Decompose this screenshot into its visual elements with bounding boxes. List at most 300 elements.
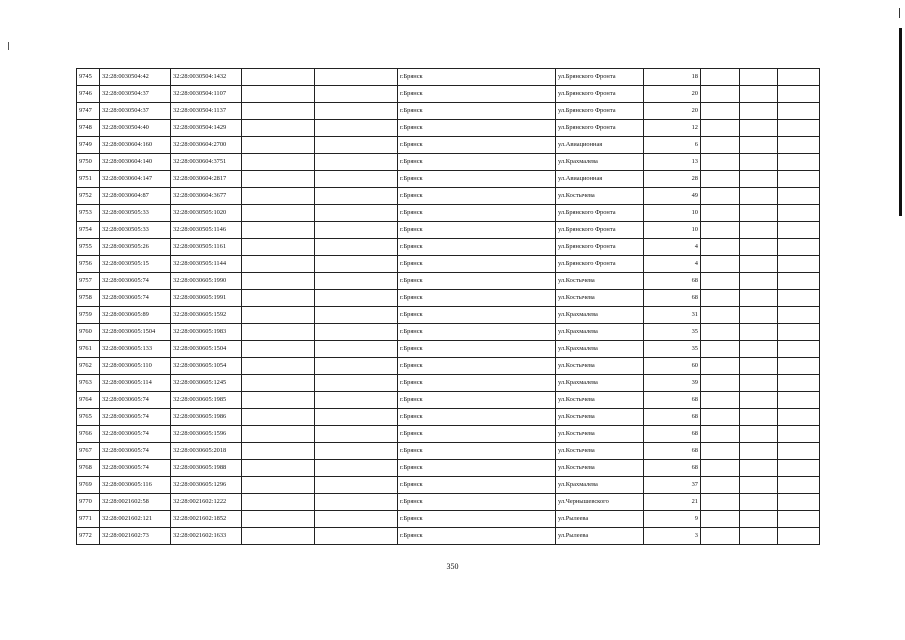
cell-street: ул.Брянского Фронта: [556, 86, 644, 103]
cell-street: ул.Брянского Фронта: [556, 222, 644, 239]
table-row: [77, 256, 820, 273]
cell-number: 9760: [77, 324, 100, 341]
cell-cadastral-parcel: 32:28:0030505:15: [100, 256, 171, 273]
cell-house: 35: [644, 324, 701, 341]
cell-empty: [778, 171, 820, 188]
cell-empty: [701, 358, 740, 375]
cell-cadastral-parcel: 32:28:0030604:147: [100, 171, 171, 188]
cell-empty: [242, 511, 315, 528]
cell-cadastral-parcel: 32:28:0030605:74: [100, 409, 171, 426]
table-row: [77, 375, 820, 392]
cell-house: 68: [644, 426, 701, 443]
cell-city: г.Брянск: [398, 239, 556, 256]
cell-number: 9763: [77, 375, 100, 392]
cell-number: 9757: [77, 273, 100, 290]
table-row: [77, 511, 820, 528]
cell-empty: [701, 528, 740, 545]
cell-empty: [242, 324, 315, 341]
cell-number: 9762: [77, 358, 100, 375]
cell-cadastral-object: 32:28:0030605:1985: [171, 392, 242, 409]
cell-cadastral-parcel: 32:28:0021602:121: [100, 511, 171, 528]
cell-empty: [701, 222, 740, 239]
cell-cadastral-parcel: 32:28:0030604:87: [100, 188, 171, 205]
cell-empty: [315, 426, 398, 443]
cell-empty: [740, 443, 778, 460]
cell-empty: [740, 239, 778, 256]
cell-empty: [740, 426, 778, 443]
cell-cadastral-parcel: 32:28:0030605:1504: [100, 324, 171, 341]
cell-house: 20: [644, 103, 701, 120]
cell-empty: [701, 239, 740, 256]
cell-empty: [701, 494, 740, 511]
cell-house: 18: [644, 69, 701, 86]
cell-house: 20: [644, 86, 701, 103]
cell-cadastral-parcel: 32:28:0030605:89: [100, 307, 171, 324]
cell-city: г.Брянск: [398, 409, 556, 426]
cell-cadastral-object: 32:28:0030505:1146: [171, 222, 242, 239]
cell-empty: [740, 511, 778, 528]
cell-city: г.Брянск: [398, 137, 556, 154]
cell-empty: [315, 324, 398, 341]
cell-house: 39: [644, 375, 701, 392]
cell-empty: [778, 307, 820, 324]
cell-street: ул.Костычева: [556, 426, 644, 443]
cell-cadastral-object: 32:28:0030605:1596: [171, 426, 242, 443]
cell-empty: [242, 86, 315, 103]
cell-empty: [242, 273, 315, 290]
table-row: [77, 477, 820, 494]
cell-empty: [701, 120, 740, 137]
cell-empty: [242, 290, 315, 307]
cell-number: 9761: [77, 341, 100, 358]
cell-empty: [778, 324, 820, 341]
cell-empty: [740, 256, 778, 273]
cell-empty: [778, 154, 820, 171]
cell-empty: [778, 528, 820, 545]
table-row: [77, 154, 820, 171]
cell-cadastral-object: 32:28:0030605:1592: [171, 307, 242, 324]
cell-number: 9749: [77, 137, 100, 154]
scan-mark-right-top: [899, 8, 900, 18]
cell-empty: [315, 494, 398, 511]
cell-house: 68: [644, 273, 701, 290]
cell-empty: [778, 273, 820, 290]
cell-street: ул.Брянского Фронта: [556, 239, 644, 256]
table-row: [77, 103, 820, 120]
cell-house: 10: [644, 205, 701, 222]
cell-empty: [778, 477, 820, 494]
cell-cadastral-parcel: 32:28:0030605:74: [100, 290, 171, 307]
cell-empty: [315, 409, 398, 426]
cell-empty: [315, 358, 398, 375]
cell-empty: [242, 137, 315, 154]
cell-number: 9766: [77, 426, 100, 443]
cell-house: 37: [644, 477, 701, 494]
cell-street: ул.Крахмалева: [556, 307, 644, 324]
cell-cadastral-object: 32:28:0030605:1245: [171, 375, 242, 392]
cell-empty: [701, 256, 740, 273]
cell-empty: [740, 273, 778, 290]
cell-street: ул.Крахмалева: [556, 477, 644, 494]
cell-empty: [701, 171, 740, 188]
cell-empty: [778, 511, 820, 528]
cell-street: ул.Крахмалева: [556, 341, 644, 358]
cell-city: г.Брянск: [398, 188, 556, 205]
cell-empty: [315, 375, 398, 392]
cell-house: 21: [644, 494, 701, 511]
cell-empty: [778, 205, 820, 222]
cell-cadastral-object: 32:28:0030605:1504: [171, 341, 242, 358]
cell-empty: [701, 443, 740, 460]
cell-empty: [315, 239, 398, 256]
cell-house: 35: [644, 341, 701, 358]
cell-empty: [315, 256, 398, 273]
cell-number: 9772: [77, 528, 100, 545]
cell-number: 9771: [77, 511, 100, 528]
cell-empty: [701, 103, 740, 120]
cell-empty: [701, 188, 740, 205]
cell-empty: [315, 341, 398, 358]
cell-empty: [315, 528, 398, 545]
cell-empty: [778, 494, 820, 511]
cell-empty: [315, 86, 398, 103]
table-row: [77, 188, 820, 205]
cell-empty: [701, 477, 740, 494]
cell-empty: [740, 341, 778, 358]
cell-cadastral-object: 32:28:0030604:3751: [171, 154, 242, 171]
cell-empty: [242, 341, 315, 358]
cell-house: 28: [644, 171, 701, 188]
cell-empty: [701, 154, 740, 171]
table-row: [77, 137, 820, 154]
cell-empty: [701, 307, 740, 324]
cell-city: г.Брянск: [398, 120, 556, 137]
cell-empty: [242, 375, 315, 392]
cell-city: г.Брянск: [398, 86, 556, 103]
cell-empty: [740, 86, 778, 103]
cell-city: г.Брянск: [398, 290, 556, 307]
cell-empty: [242, 307, 315, 324]
cell-cadastral-parcel: 32:28:0030605:110: [100, 358, 171, 375]
cell-empty: [315, 273, 398, 290]
table-row: [77, 120, 820, 137]
cell-empty: [315, 477, 398, 494]
cell-cadastral-object: 32:28:0030504:1429: [171, 120, 242, 137]
cell-empty: [740, 324, 778, 341]
cell-cadastral-object: 32:28:0021602:1852: [171, 511, 242, 528]
cell-empty: [740, 222, 778, 239]
cell-house: 12: [644, 120, 701, 137]
cell-empty: [740, 494, 778, 511]
cell-empty: [740, 392, 778, 409]
cell-house: 68: [644, 460, 701, 477]
cell-city: г.Брянск: [398, 307, 556, 324]
cell-empty: [315, 188, 398, 205]
cell-street: ул.Костычева: [556, 290, 644, 307]
cell-cadastral-parcel: 32:28:0030504:37: [100, 86, 171, 103]
cell-empty: [315, 307, 398, 324]
table-row: [77, 171, 820, 188]
cell-empty: [740, 103, 778, 120]
scan-mark-left: [8, 42, 9, 50]
table-row: [77, 341, 820, 358]
cell-empty: [740, 137, 778, 154]
cell-empty: [242, 69, 315, 86]
cell-cadastral-parcel: 32:28:0030605:133: [100, 341, 171, 358]
cell-house: 49: [644, 188, 701, 205]
cell-empty: [740, 69, 778, 86]
cell-number: 9767: [77, 443, 100, 460]
cell-cadastral-parcel: 32:28:0030605:74: [100, 273, 171, 290]
cell-city: г.Брянск: [398, 222, 556, 239]
table-row: [77, 426, 820, 443]
cell-city: г.Брянск: [398, 171, 556, 188]
cell-empty: [740, 120, 778, 137]
cell-street: ул.Крахмалева: [556, 324, 644, 341]
table-row: [77, 290, 820, 307]
table-row: [77, 528, 820, 545]
cell-house: 4: [644, 256, 701, 273]
cell-cadastral-parcel: 32:28:0021602:58: [100, 494, 171, 511]
cell-empty: [740, 375, 778, 392]
cell-empty: [315, 205, 398, 222]
cell-house: 68: [644, 392, 701, 409]
cell-empty: [740, 171, 778, 188]
cell-cadastral-object: 32:28:0030605:1296: [171, 477, 242, 494]
cell-cadastral-parcel: 32:28:0030604:160: [100, 137, 171, 154]
cell-empty: [242, 205, 315, 222]
cell-empty: [778, 239, 820, 256]
cell-cadastral-parcel: 32:28:0030604:140: [100, 154, 171, 171]
cell-empty: [740, 358, 778, 375]
table-row: [77, 443, 820, 460]
cell-city: г.Брянск: [398, 511, 556, 528]
cell-empty: [740, 188, 778, 205]
cell-cadastral-object: 32:28:0030505:1161: [171, 239, 242, 256]
cell-empty: [778, 460, 820, 477]
cell-cadastral-parcel: 32:28:0030504:37: [100, 103, 171, 120]
cell-cadastral-object: 32:28:0030604:2700: [171, 137, 242, 154]
cell-city: г.Брянск: [398, 494, 556, 511]
cell-empty: [315, 290, 398, 307]
cell-empty: [701, 409, 740, 426]
cell-empty: [242, 188, 315, 205]
cell-cadastral-object: 32:28:0030504:1107: [171, 86, 242, 103]
cell-city: г.Брянск: [398, 358, 556, 375]
cell-street: ул.Авиационная: [556, 137, 644, 154]
cell-house: 10: [644, 222, 701, 239]
cell-cadastral-parcel: 32:28:0030605:116: [100, 477, 171, 494]
cell-empty: [242, 426, 315, 443]
cell-house: 60: [644, 358, 701, 375]
cell-empty: [778, 120, 820, 137]
cell-cadastral-object: 32:28:0030504:1432: [171, 69, 242, 86]
cell-empty: [778, 103, 820, 120]
cell-street: ул.Рылеева: [556, 511, 644, 528]
cell-number: 9768: [77, 460, 100, 477]
cell-number: 9752: [77, 188, 100, 205]
cell-street: ул.Чернышевского: [556, 494, 644, 511]
cell-empty: [778, 137, 820, 154]
cell-city: г.Брянск: [398, 392, 556, 409]
cell-empty: [778, 188, 820, 205]
cell-empty: [778, 358, 820, 375]
cell-empty: [740, 528, 778, 545]
cell-cadastral-parcel: 32:28:0030505:33: [100, 205, 171, 222]
cell-number: 9764: [77, 392, 100, 409]
cell-number: 9747: [77, 103, 100, 120]
cell-street: ул.Костычева: [556, 273, 644, 290]
cell-empty: [242, 528, 315, 545]
cell-empty: [701, 392, 740, 409]
table-row: [77, 307, 820, 324]
cell-empty: [701, 460, 740, 477]
cell-number: 9770: [77, 494, 100, 511]
cell-empty: [778, 392, 820, 409]
cell-empty: [315, 392, 398, 409]
cell-number: 9759: [77, 307, 100, 324]
table-row: [77, 494, 820, 511]
scan-edge-bar: [899, 28, 902, 216]
cell-city: г.Брянск: [398, 477, 556, 494]
cell-empty: [778, 290, 820, 307]
cell-empty: [315, 137, 398, 154]
cell-cadastral-parcel: 32:28:0021602:73: [100, 528, 171, 545]
cell-number: 9769: [77, 477, 100, 494]
cell-street: ул.Брянского Фронта: [556, 103, 644, 120]
cell-empty: [740, 409, 778, 426]
cell-cadastral-parcel: 32:28:0030605:114: [100, 375, 171, 392]
cell-cadastral-object: 32:28:0030504:1137: [171, 103, 242, 120]
cell-empty: [740, 205, 778, 222]
cell-street: ул.Брянского Фронта: [556, 205, 644, 222]
cell-street: ул.Костычева: [556, 460, 644, 477]
cell-empty: [242, 494, 315, 511]
cell-empty: [701, 511, 740, 528]
cell-cadastral-parcel: 32:28:0030504:40: [100, 120, 171, 137]
cell-number: 9765: [77, 409, 100, 426]
cell-cadastral-object: 32:28:0030605:1988: [171, 460, 242, 477]
cell-cadastral-object: 32:28:0021602:1633: [171, 528, 242, 545]
cell-empty: [701, 273, 740, 290]
cell-house: 13: [644, 154, 701, 171]
cell-empty: [315, 103, 398, 120]
cell-city: г.Брянск: [398, 273, 556, 290]
cell-street: ул.Костычева: [556, 392, 644, 409]
cell-number: 9750: [77, 154, 100, 171]
cell-empty: [740, 460, 778, 477]
cell-house: 9: [644, 511, 701, 528]
cell-street: ул.Брянского Фронта: [556, 69, 644, 86]
cell-empty: [778, 426, 820, 443]
cell-cadastral-object: 32:28:0030605:1986: [171, 409, 242, 426]
cell-empty: [778, 375, 820, 392]
cell-street: ул.Авиационная: [556, 171, 644, 188]
registry-table: [76, 68, 820, 545]
cell-empty: [315, 511, 398, 528]
cell-empty: [701, 69, 740, 86]
cell-empty: [242, 477, 315, 494]
cell-cadastral-object: 32:28:0030605:1990: [171, 273, 242, 290]
cell-cadastral-object: 32:28:0030604:2817: [171, 171, 242, 188]
cell-cadastral-object: 32:28:0030605:1991: [171, 290, 242, 307]
cell-city: г.Брянск: [398, 375, 556, 392]
cell-cadastral-object: 32:28:0021602:1222: [171, 494, 242, 511]
cell-cadastral-object: 32:28:0030605:1054: [171, 358, 242, 375]
table-row: [77, 86, 820, 103]
cell-empty: [315, 120, 398, 137]
cell-cadastral-object: 32:28:0030505:1144: [171, 256, 242, 273]
cell-cadastral-object: 32:28:0030505:1020: [171, 205, 242, 222]
table-row: [77, 409, 820, 426]
cell-house: 68: [644, 443, 701, 460]
cell-city: г.Брянск: [398, 341, 556, 358]
cell-cadastral-parcel: 32:28:0030505:33: [100, 222, 171, 239]
cell-cadastral-parcel: 32:28:0030605:74: [100, 443, 171, 460]
cell-empty: [778, 222, 820, 239]
cell-empty: [778, 409, 820, 426]
cell-cadastral-object: 32:28:0030604:3677: [171, 188, 242, 205]
cell-empty: [242, 103, 315, 120]
cell-cadastral-parcel: 32:28:0030504:42: [100, 69, 171, 86]
cell-empty: [315, 222, 398, 239]
cell-empty: [315, 443, 398, 460]
cell-number: 9758: [77, 290, 100, 307]
cell-number: 9753: [77, 205, 100, 222]
cell-empty: [315, 460, 398, 477]
cell-number: 9746: [77, 86, 100, 103]
cell-empty: [778, 341, 820, 358]
cell-empty: [242, 256, 315, 273]
cell-street: ул.Костычева: [556, 188, 644, 205]
cell-empty: [242, 443, 315, 460]
cell-house: 6: [644, 137, 701, 154]
cell-empty: [701, 205, 740, 222]
table-row: [77, 205, 820, 222]
cell-city: г.Брянск: [398, 443, 556, 460]
cell-empty: [740, 307, 778, 324]
table-row: [77, 222, 820, 239]
cell-house: 31: [644, 307, 701, 324]
cell-number: 9755: [77, 239, 100, 256]
cell-empty: [315, 69, 398, 86]
cell-street: ул.Брянского Фронта: [556, 120, 644, 137]
cell-city: г.Брянск: [398, 426, 556, 443]
cell-empty: [242, 171, 315, 188]
cell-number: 9751: [77, 171, 100, 188]
cell-empty: [701, 426, 740, 443]
cell-empty: [701, 375, 740, 392]
cell-empty: [778, 443, 820, 460]
cell-city: г.Брянск: [398, 324, 556, 341]
cell-city: г.Брянск: [398, 103, 556, 120]
cell-city: г.Брянск: [398, 69, 556, 86]
cell-empty: [315, 154, 398, 171]
cell-empty: [701, 137, 740, 154]
cell-empty: [778, 256, 820, 273]
cell-empty: [701, 324, 740, 341]
cell-street: ул.Крахмалева: [556, 154, 644, 171]
cell-cadastral-parcel: 32:28:0030605:74: [100, 426, 171, 443]
table-row: [77, 273, 820, 290]
cell-street: ул.Костычева: [556, 358, 644, 375]
cell-street: ул.Рылеева: [556, 528, 644, 545]
cell-city: г.Брянск: [398, 528, 556, 545]
cell-empty: [740, 477, 778, 494]
cell-empty: [701, 290, 740, 307]
cell-empty: [778, 86, 820, 103]
cell-cadastral-parcel: 32:28:0030505:26: [100, 239, 171, 256]
